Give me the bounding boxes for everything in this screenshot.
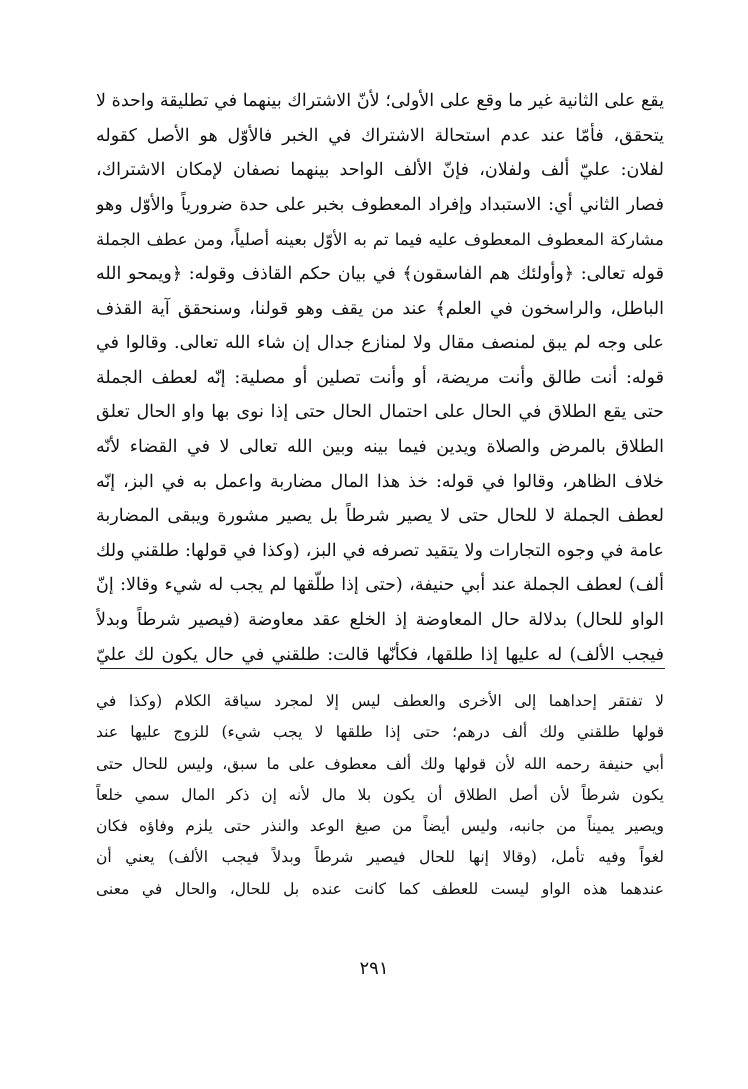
- footnote-text: [96, 686, 664, 905]
- footnote-line: يكون شرطاً لأن أصل الطلاق أن يكون بلا مال لأنه إن ذكر المال سمي خلعاً: [96, 785, 664, 804]
- main-line: ألف) لعطف الجملة عند أبي حنيفة، (حتى إذا طلّقها لم يجب له شيء وقالا: إنّ: [96, 575, 664, 596]
- main-line: مشاركة المعطوف المعطوف عليه فيما تم به الأوّل بعينه أصلياً، ومن عطف الجملة: [96, 229, 664, 250]
- page-number: ٢٩١: [359, 958, 389, 979]
- main-line: الواو للحال) بدلالة حال المعاوضة إذ الخلع عقد معاوضة (فيصير شرطاً وبدلاً: [96, 609, 664, 630]
- main-line: حتى يقع الطلاق في الحال على احتمال الحال حتى إذا نوى بها واو الحال تعلق: [96, 402, 664, 423]
- main-line: الباطل، والراسخون في العلم﴾ عند من يقف وهو قولنا، وسنحقق آية القذف: [96, 298, 664, 319]
- footnote-line: ويصير يميناً من جانبه، وليس أيضاً من صيغ الوعد والنذر حتى يلزم وفاؤه فكان: [96, 817, 664, 836]
- footnote-line: قولها طلقني ولك ألف درهم؛ حتى إذا طلقها لا يجب شيء) للزوج عليها عند: [96, 723, 664, 742]
- footnote-separator: [100, 668, 665, 669]
- main-line: قوله تعالى: ﴿وأولئك هم الفاسقون﴾ في بيان حكم القاذف وقوله: ﴿ويمحو الله: [96, 263, 664, 284]
- main-line: يقع على الثانية غير ما وقع على الأولى؛ لأنّ الاشتراك بينهما في تطليقة واحدة لا: [96, 91, 664, 111]
- main-line: على وجه لم يبق لمنصف مقال ولا لمنازع جدال إن شاء الله تعالى. وقالوا في: [96, 333, 664, 354]
- main-line: يتحقق، فأمّا عند عدم استحالة الاشتراك في الخبر فالأوّل هو الأصل كقوله: [96, 125, 664, 146]
- footnote-line: لغواً وفيه تأمل، (وقالا إنها للحال فيصير شرطاً وبدلاً فيجب الألف) يعني أن: [96, 848, 664, 867]
- main-line: لعطف الجملة لا للحال حتى لا يصير شرطاً بل يصير مشورة ويبقى المضاربة: [96, 506, 664, 527]
- main-line: الطلاق بالمرض والصلاة ويدين فيما بينه وبين الله تعالى لا في القضاء لأنّه: [96, 436, 664, 457]
- main-line: عامة في وجوه التجارات ولا يتقيد تصرفه في البز، (وكذا في قولها: طلقني ولك: [96, 540, 664, 561]
- main-body-text: [96, 84, 664, 672]
- footnote-line: لا تفتقر إحداهما إلى الأخرى والعطف ليس إلا لمجرد سياقة الكلام (وكذا في: [96, 692, 664, 710]
- main-line: فيجب الألف) له عليها إذا طلقها، فكأنّها قالت: طلقني في حال يكون لك عليّ: [96, 644, 664, 665]
- footnote-line: عندهما هذه الواو ليست للعطف كما كانت عنده بل للحال، والحال في معنى: [96, 879, 664, 898]
- footnote-line: أبي حنيفة رحمه الله لأن قولها ولك ألف معطوف على ما سبق، وليس للحال حتى: [96, 754, 664, 773]
- main-line: خلاف الظاهر، وقالوا في قوله: خذ هذا المال مضاربة واعمل به في البز، إنّه: [96, 471, 664, 492]
- main-line: فصار الثاني أي: الاستبداد وإفراد المعطوف بخبر على حدة ضرورياً والأوّل وهو: [96, 194, 664, 215]
- main-line: قوله: أنت طالق وأنت مريضة، أو وأنت تصلين أو مصلية: إنّه لعطف الجملة: [96, 367, 664, 388]
- main-line: لفلان: عليّ ألف ولفلان، فإنّ الألف الواحد بينهما نصفان لإمكان الاشتراك،: [96, 160, 664, 181]
